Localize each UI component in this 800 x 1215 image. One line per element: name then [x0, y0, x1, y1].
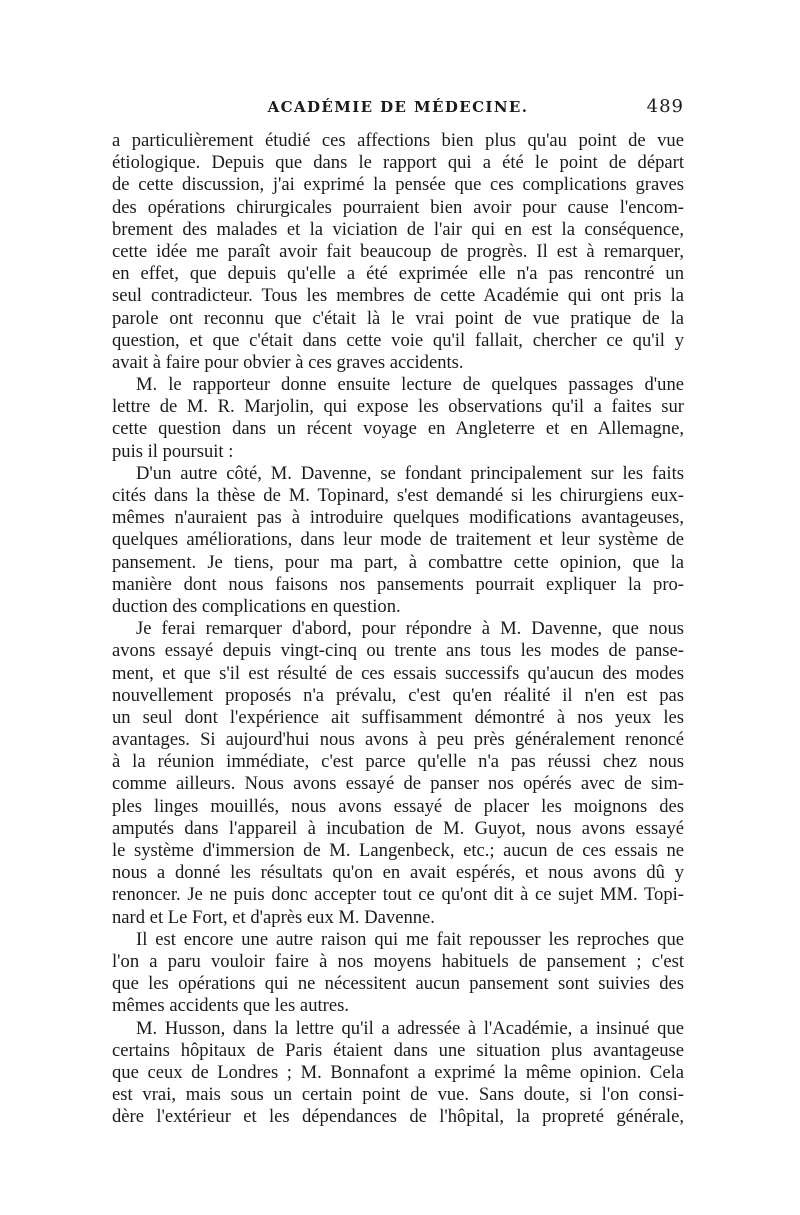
text-line: question, et que c'était dans cette voie qu'il fallait, chercher ce qu'il y [112, 329, 684, 351]
text-line: l'on a paru vouloir faire à nos moyens habituels de pansement ; c'est [112, 950, 684, 972]
text-line: cette idée me paraît avoir fait beaucoup de progrès. Il est à remarquer, [112, 240, 684, 262]
page-number: 489 [646, 96, 684, 117]
text-line: en effet, que depuis qu'elle a été exprimée elle n'a pas rencontré un [112, 263, 684, 285]
text-line: avait à faire pour obvier à ces graves accidents. [112, 351, 464, 373]
text-line: nouvellement proposés n'a prévalu, c'est qu'en réalité il n'en est pas [112, 684, 684, 706]
text-line: M. le rapporteur donne ensuite lecture de quelques passages d'une [136, 374, 684, 396]
text-line: à la réunion immédiate, c'est parce qu'elle n'a pas réussi chez nous [112, 751, 684, 773]
text-line: quelques améliorations, dans leur mode de traitement et leur système de [112, 529, 684, 551]
text-line: comme ailleurs. Nous avons essayé de panser nos opérés avec de sim- [112, 773, 684, 795]
text-line: cités dans la thèse de M. Topinard, s'est demandé si les chirurgiens eux- [112, 485, 684, 506]
text-line: M. Husson, dans la lettre qu'il a adressée à l'Académie, a insinué que [136, 1017, 684, 1039]
text-line: Je ferai remarquer d'abord, pour répondre à M. Davenne, que nous [136, 618, 684, 640]
text-line: Il est encore une autre raison qui me fait repousser les reproches que [136, 928, 684, 950]
text-line: ment, et que s'il est résulté de ces essais successifs qu'aucun des modes [112, 662, 684, 684]
text-line: des opérations chirurgicales pourraient bien avoir pour cause l'encom- [112, 196, 684, 218]
text-line: puis il poursuit : [112, 440, 234, 462]
text-line: que les opérations qui ne nécessitent aucun pansement sont suivies des [112, 973, 684, 995]
text-line: dère l'extérieur et les dépendances de l'hôpital, la propreté générale, [112, 1106, 684, 1128]
text-line: cette question dans un récent voyage en Angleterre et en Allemagne, [112, 418, 684, 440]
text-line: nous a donné les résultats qu'on en avait espérés, et nous avons dû y [112, 862, 684, 884]
text-line: brement des malades et la viciation de l'air qui en est la conséquence, [112, 218, 684, 240]
text-line: le système d'immersion de M. Langenbeck, etc.; aucun de ces essais ne [112, 840, 684, 861]
text-line: avons essayé depuis vingt-cinq ou trente ans tous les modes de panse- [112, 640, 684, 662]
text-line: pansement. Je tiens, pour ma part, à combattre cette opinion, que la [112, 551, 684, 573]
text-line: renoncer. Je ne puis donc accepter tout ce qu'ont dit à ce sujet MM. Topi- [112, 884, 684, 906]
running-head [112, 98, 684, 124]
text-line: que ceux de Londres ; M. Bonnafont a exprimé la même opinion. Cela [112, 1061, 684, 1083]
text-line: étiologique. Depuis que dans le rapport qui a été le point de départ [112, 152, 684, 174]
text-line: ples linges mouillés, nous avons essayé de placer les moignons des [112, 795, 684, 817]
text-line: est vrai, mais sous un certain point de vue. Sans doute, si l'on consi- [112, 1084, 684, 1106]
text-line: de cette discussion, j'ai exprimé la pensée que ces complications graves [112, 174, 684, 196]
running-title: ACADÉMIE DE MÉDECINE. [267, 98, 529, 116]
text-line: nard et Le Fort, et d'après eux M. Davenne. [112, 906, 435, 928]
body-text [112, 130, 684, 1128]
text-line: D'un autre côté, M. Davenne, se fondant principalement sur les faits [136, 462, 684, 484]
text-line: seul contradicteur. Tous les membres de cette Académie qui ont pris la [112, 285, 684, 307]
text-line: lettre de M. R. Marjolin, qui expose les observations qu'il a faites sur [112, 396, 684, 418]
text-line: avantages. Si aujourd'hui nous avons à peu près généralement renoncé [112, 729, 684, 751]
text-line: parole ont reconnu que c'était là le vrai point de vue pratique de la [112, 307, 684, 329]
text-line: un seul dont l'expérience ait suffisamment démontré à nos yeux les [112, 706, 684, 728]
text-line: mêmes accidents que les autres. [112, 995, 349, 1017]
text-line: manière dont nous faisons nos pansements pourrait expliquer la pro- [112, 573, 684, 595]
text-line: amputés dans l'appareil à incubation de M. Guyot, nous avons essayé [112, 817, 684, 839]
text-line: duction des complications en question. [112, 595, 401, 617]
text-line: mêmes n'auraient pas à introduire quelques modifications avantageuses, [112, 507, 684, 529]
text-line: certains hôpitaux de Paris étaient dans une situation plus avantageuse [112, 1039, 684, 1061]
text-line: a particulièrement étudié ces affections bien plus qu'au point de vue [112, 130, 684, 151]
